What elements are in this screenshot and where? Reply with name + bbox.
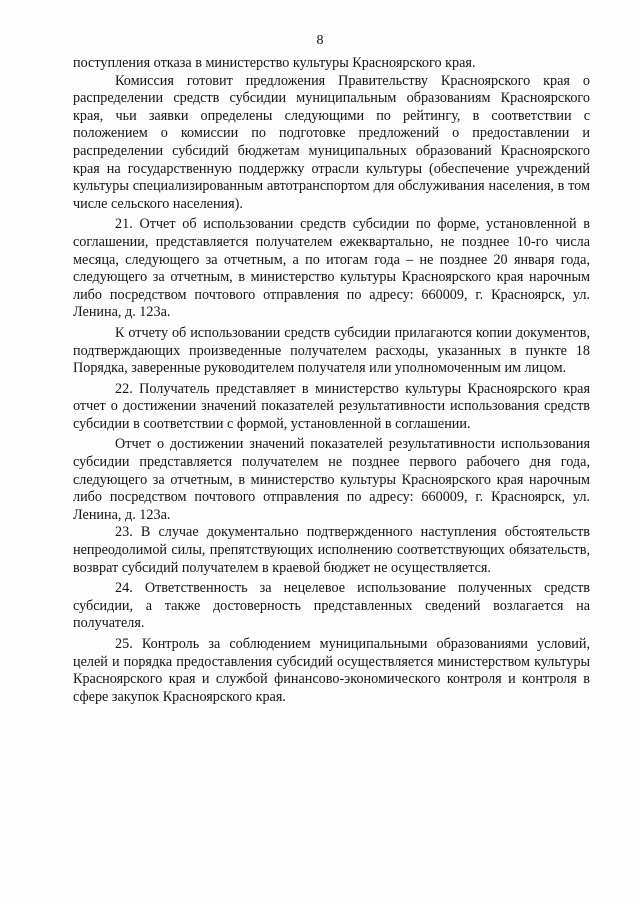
paragraph-25: 25. Контроль за соблюдением муниципальными образованиями условий, целей и порядка предоставления субсидий осуществляется министерством культуры Красноярского края и службой финансово-экономического контроля и контроля в сфере закупок Красноярского края. xyxy=(73,636,590,705)
paragraph-24: 24. Ответственность за нецелевое использование полученных средств субсидии, а также достоверность представленных сведений возлагается на получателя. xyxy=(73,580,590,632)
paragraph-23: 23. В случае документально подтвержденного наступления обстоятельств непреодолимой силы, препятствующих исполнению соответствующих обязательств, возврат субсидий получателем в краевой бюджет не осуществляется. xyxy=(73,524,590,576)
paragraph-21: 21. Отчет об использовании средств субсидии по форме, установленной в соглашении, представляется получателем ежеквартально, не позднее 10-го числа месяца, следующего за отчетным, а по итогам года – не позднее 20 января года, следующего за отчетным, в министерство культуры Красноярского края нарочным либо посредством почтового отправления по адресу: 660009, г. Красноярск, ул. Ленина, д. 123а. xyxy=(73,216,590,321)
paragraph-22: 22. Получатель представляет в министерство культуры Красноярского края отчет о достижении значений показателей результативности использования средств субсидии в соответствии с формой, установленной в соглашении. xyxy=(73,380,590,432)
paragraph-22-report: Отчет о достижении значений показателей результативности использования субсидии представляется получателем не позднее первого рабочего дня года, следующего за отчетным, в министерство культуры Красноярского края нарочным либо посредством почтового отправления по адресу: 660009, г. Красноярск, ул. Ленина, д. 123а. xyxy=(73,436,590,523)
paragraph-commission: Комиссия готовит предложения Правительству Красноярского края о распределении средств субсидии муниципальным образованиям Красноярского края, чьи заявки определены следующими по рейтингу, в соответствии с положением о комиссии по подготовке предложений о предоставлении и распределении субсидий бюджетам муниципальных образований Красноярского края на государственную поддержку отрасли культуры (обеспечение учреждений культуры специализированным автотранспортом для обслуживания населения, в том числе сельского населения). xyxy=(73,72,590,212)
paragraph-21-attachments: К отчету об использовании средств субсидии прилагаются копии документов, подтверждающих произведенные получателем расходы, указанных в пункте 18 Порядка, заверенные руководителем получателя или уполномоченным им лицом. xyxy=(73,324,590,377)
page-number: 8 xyxy=(316,33,324,48)
document-body xyxy=(73,55,590,706)
paragraph-continuation: поступления отказа в министерство культуры Красноярского края. xyxy=(73,55,476,71)
